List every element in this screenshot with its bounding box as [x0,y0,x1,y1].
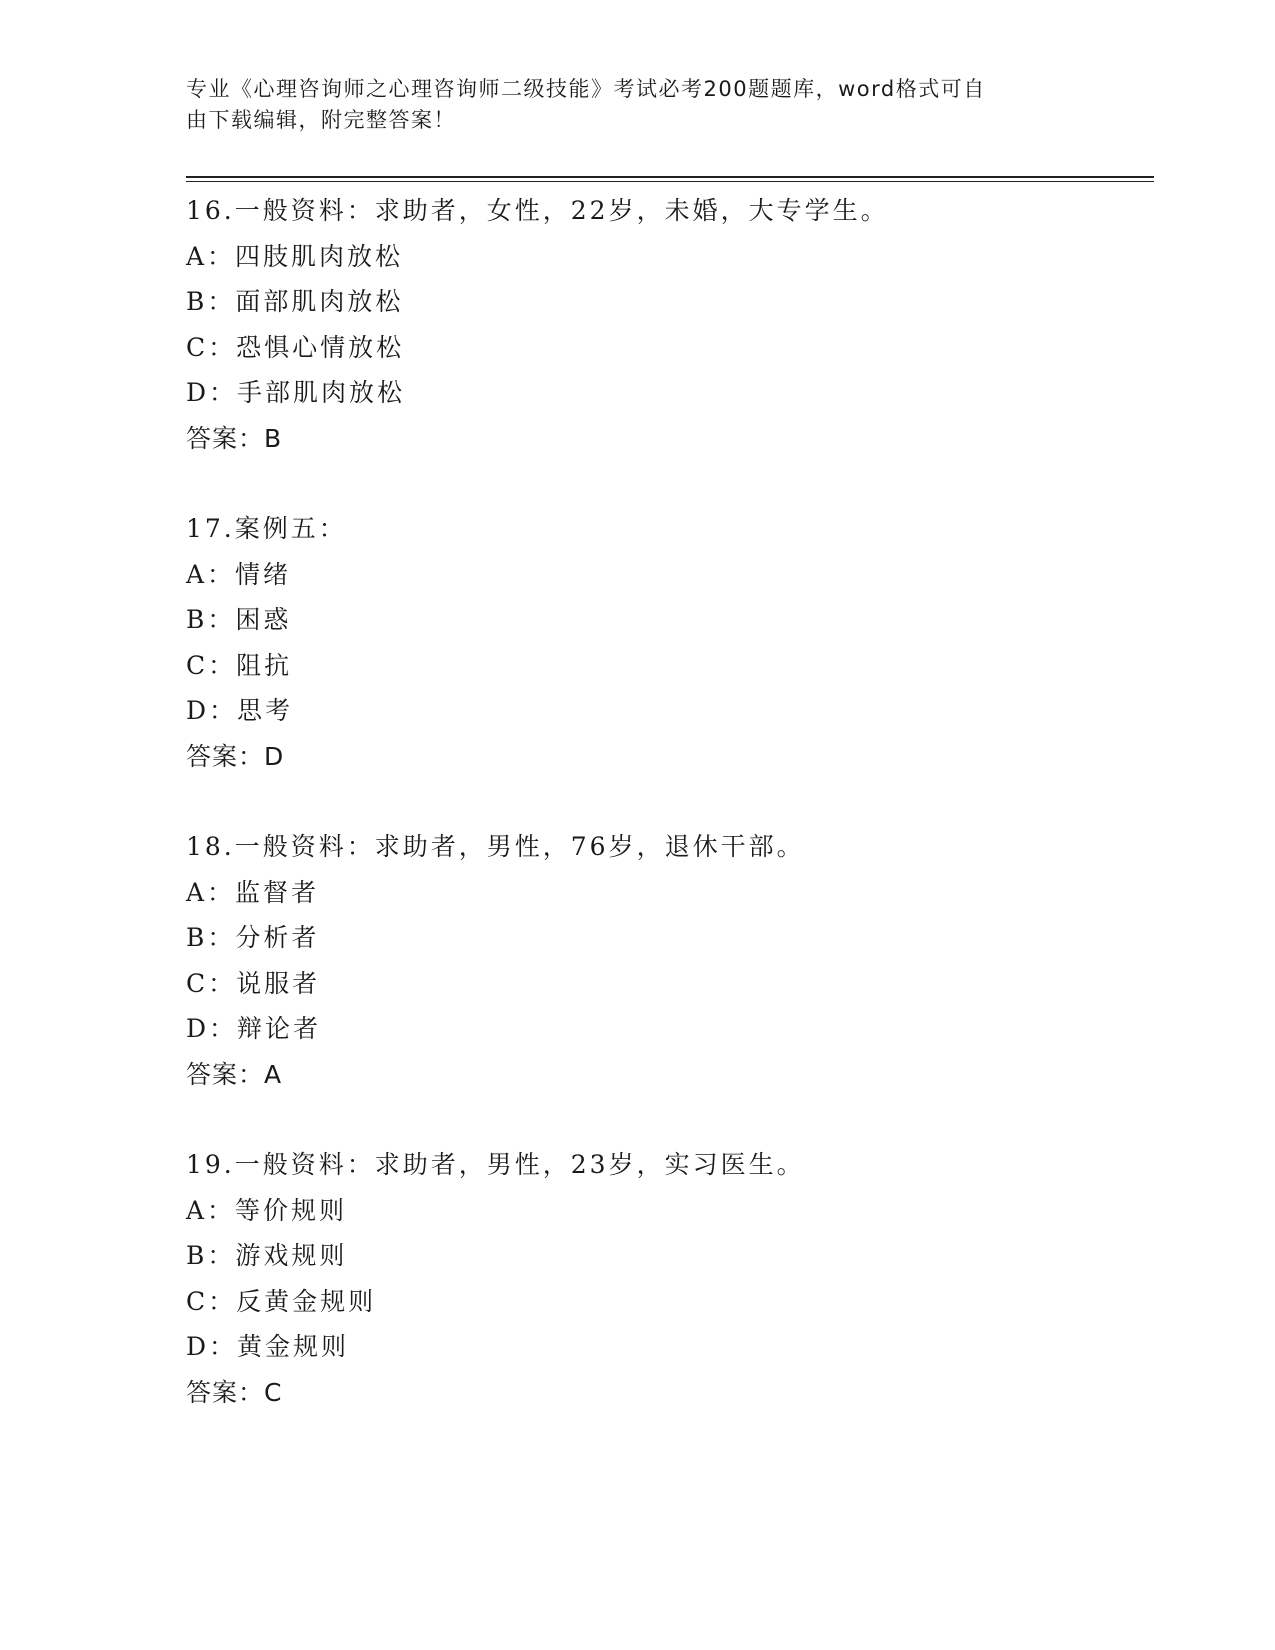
option-d: D：黄金规则 [186,1332,350,1361]
option-a: A：等价规则 [186,1195,348,1225]
option-b: B：面部肌肉放松 [186,287,404,316]
question-19 [186,1142,1154,1415]
header-divider-thick [186,176,1154,178]
document-header [186,74,1066,136]
option-c: C：恐惧心情放松 [186,332,405,362]
question-16 [186,188,1154,461]
answer-label: 答案：D [186,741,285,771]
option-a: A：情绪 [186,559,292,589]
question-spacer [186,1097,1154,1142]
question-18 [186,824,1154,1097]
option-a: A：监督者 [186,877,320,907]
option-b: B：游戏规则 [186,1241,348,1270]
answer-label: 答案：C [186,1377,283,1407]
option-c: C：说服者 [186,968,321,998]
question-stem: 19.一般资料：求助者，男性，23岁，实习医生。 [186,1150,805,1179]
answer-label: 答案：A [186,1059,283,1089]
question-spacer [186,461,1154,506]
question-stem: 16.一般资料：求助者，女性，22岁，未婚，大专学生。 [186,196,889,225]
header-divider-thin [186,181,1154,182]
question-stem: 17.案例五： [186,514,347,543]
option-d: D：手部肌肉放松 [186,378,406,407]
option-b: B：分析者 [186,923,320,952]
header-line-1: 专业《心理咨询师之心理咨询师二级技能》考试必考200题题库，word格式可自 [186,77,986,101]
option-b: B：困惑 [186,605,292,634]
option-c: C：阻抗 [186,650,293,680]
option-a: A：四肢肌肉放松 [186,241,404,271]
option-d: D：思考 [186,696,294,725]
question-17 [186,506,1154,779]
option-d: D：辩论者 [186,1014,322,1043]
option-c: C：反黄金规则 [186,1286,377,1316]
question-stem: 18.一般资料：求助者，男性，76岁，退休干部。 [186,832,805,861]
question-list [186,188,1154,1415]
question-spacer [186,779,1154,824]
header-line-2: 由下载编辑，附完整答案！ [186,108,456,132]
answer-label: 答案：B [186,423,283,453]
